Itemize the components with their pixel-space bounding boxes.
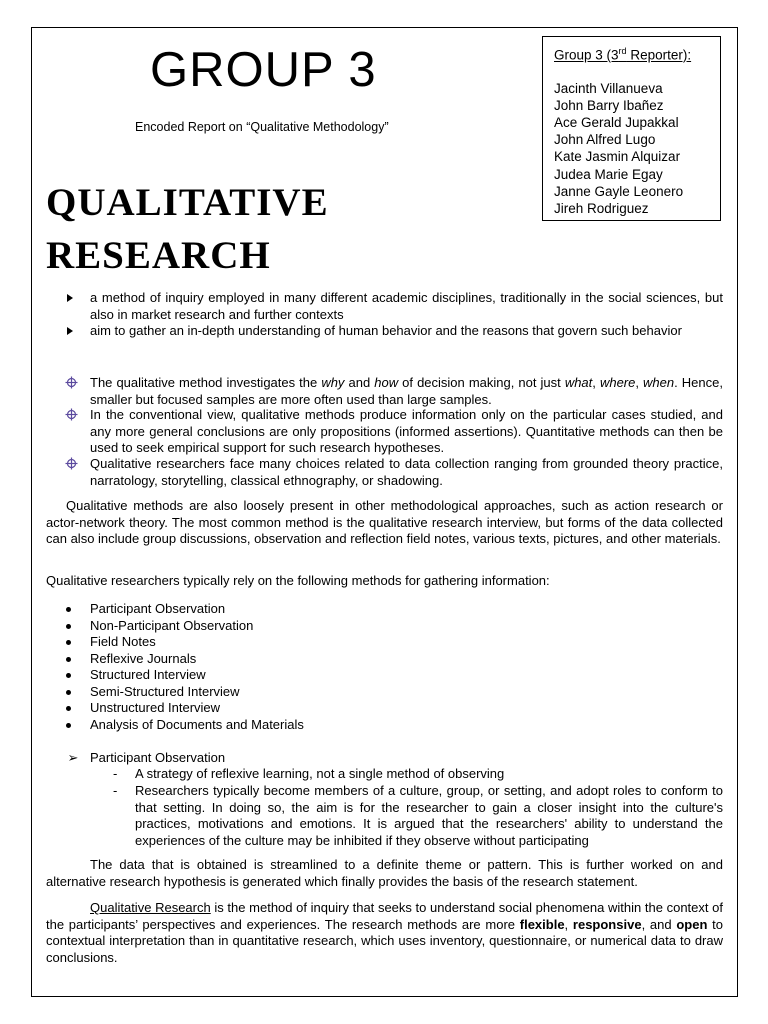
bullet-icon [66,706,71,711]
reporter-heading: Group 3 (3rd Reporter): [554,46,692,63]
title-line-2: RESEARCH [46,234,271,277]
bullet-icon [66,690,71,695]
point-item: The qualitative method investigates the why and how of decision making, not just what, where, when. Hence, smaller but focused samples are more often used than large samples. [90,375,723,408]
methods-intro: Qualitative researchers typically rely on the following methods for gathering information: [46,573,550,588]
reporter-name: Jacinth Villanueva [554,80,663,96]
bullet-icon [66,723,71,728]
method-item: Field Notes [90,634,723,651]
method-item: Semi-Structured Interview [90,684,723,701]
report-subtitle: Encoded Report on “Qualitative Methodology” [135,120,389,134]
group-title: GROUP 3 [150,43,377,97]
method-item: Non-Participant Observation [90,618,723,635]
reporter-name: Judea Marie Egay [554,166,663,182]
crosshair-bullet-icon [65,376,78,389]
method-item: Analysis of Documents and Materials [90,717,723,734]
triangle-bullet-icon [67,327,73,335]
crosshair-bullet-icon [65,408,78,421]
dash-bullet-icon: - [113,766,118,781]
triangle-bullet-icon [67,294,73,302]
term: Qualitative Research [90,900,211,915]
page-title [46,176,329,282]
dash-bullet-icon: - [113,783,118,798]
crosshair-bullet-icon [65,457,78,470]
reporter-name: John Barry Ibañez [554,97,664,113]
reporter-name: John Alfred Lugo [554,132,656,148]
reporter-box [542,36,721,221]
method-item: Structured Interview [90,667,723,684]
reporter-name: Jireh Rodriguez [554,200,649,216]
reporter-name: Kate Jasmin Alquizar [554,149,681,165]
participant-heading: ➢ Participant Observation [67,750,226,765]
method-item: Participant Observation [90,601,723,618]
title-line-1: QUALITATIVE [46,181,329,224]
bullet-icon [66,624,71,629]
reporter-name: Janne Gayle Leonero [554,183,684,199]
method-item: Unstructured Interview [90,700,723,717]
paragraph: The data that is obtained is streamlined to a definite theme or pattern. This is further worked on and alternative research hypothesis is generated which finally provides the basis of the research statement. [46,857,723,889]
point-item: In the conventional view, qualitative methods produce information only on the particular cases studied, and any more general conclusions are only propositions (informed assertions). Quantitative methods can then be used to seek empirical support for such research hypotheses. [90,407,723,457]
definition-item: a method of inquiry employed in many different academic disciplines, traditionally in the social sciences, but also in market research and further contexts [90,290,723,323]
arrow-bullet-icon: ➢ [67,750,79,765]
participant-sub-item: - A strategy of reflexive learning, not a single method of observing [113,766,505,781]
bullet-icon [66,640,71,645]
definition-item: aim to gather an in-depth understanding of human behavior and the reasons that govern such behavior [90,323,723,340]
bullet-icon [66,607,71,612]
paragraph: Qualitative methods are also loosely present in other methodological approaches, such as action research or actor-network theory. The most common method is the qualitative research interview, but forms of the data collected can also include group discussions, observation and reflection field notes, various texts, pictures, and other materials. [46,498,723,546]
participant-sub-item: - Researchers typically become members of a culture, group, or setting, and adopt roles to conform to that setting. In doing so, the aim is for the researcher to gain a closer insight into the culture's practices, motivations and emotions. It is argued that the researchers' ability to understand the experiences of the culture may be inhibited if they observe without participating [113,783,723,848]
method-item: Reflexive Journals [90,651,723,668]
bullet-icon [66,657,71,662]
bullet-icon [66,673,71,678]
point-item: Qualitative researchers face many choices related to data collection ranging from grounded theory practice, narratology, storytelling, classical ethnography, or shadowing. [90,456,723,489]
reporter-name: Ace Gerald Jupakkal [554,114,679,130]
definition-paragraph: Qualitative Research is the method of inquiry that seeks to understand social phenomena within the context of the participants’ perspectives and experiences. The research methods are more flexible, responsive, and open to contextual interpretation than in quantitative research, which uses inventory, questionnaire, or numerical data to draw conclusions. [46,900,724,965]
